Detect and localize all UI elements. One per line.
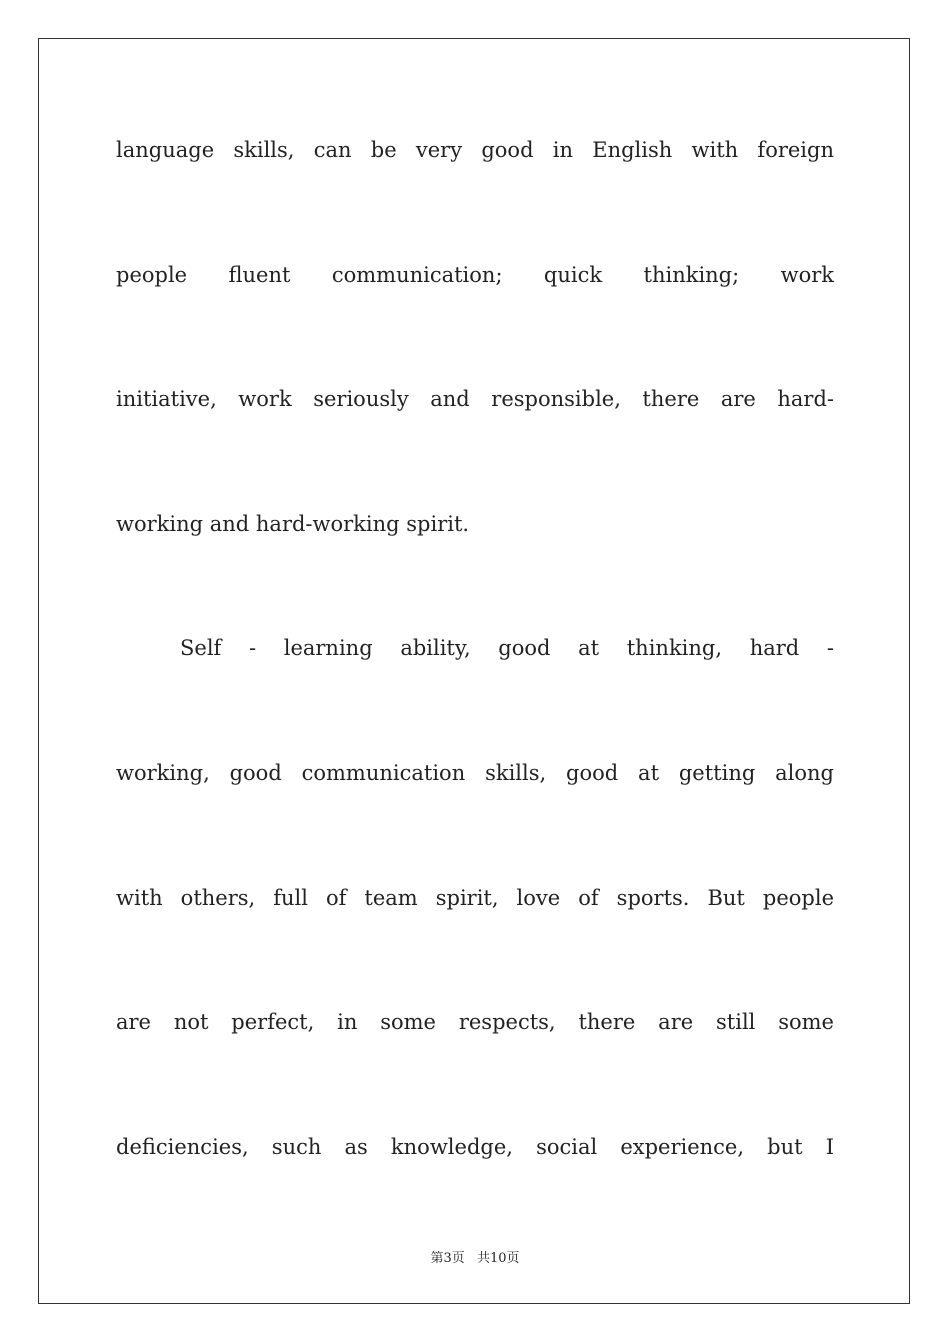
page-number: 第3页 <box>430 1251 465 1266</box>
text-line: working, good communication skills, good at getting along <box>116 760 834 785</box>
document-body <box>116 120 834 1241</box>
text-line: are not perfect, in some respects, there are still some <box>116 1010 834 1035</box>
paragraph-start-line: Self - learning ability, good at thinking, hard - <box>180 636 834 661</box>
text-line: with others, full of team spirit, love of sports. But people <box>116 885 834 910</box>
text-line: deficiencies, such as knowledge, social experience, but I <box>116 1134 834 1159</box>
page-total: 共10页 <box>476 1251 520 1266</box>
text-line: working and hard-working spirit. <box>116 511 470 536</box>
page-footer <box>0 1247 950 1266</box>
text-line: initiative, work seriously and responsible, there are hard- <box>116 387 834 412</box>
text-line: language skills, can be very good in English with foreign <box>116 138 834 162</box>
text-line: people fluent communication; quick thinking; work <box>116 262 834 287</box>
